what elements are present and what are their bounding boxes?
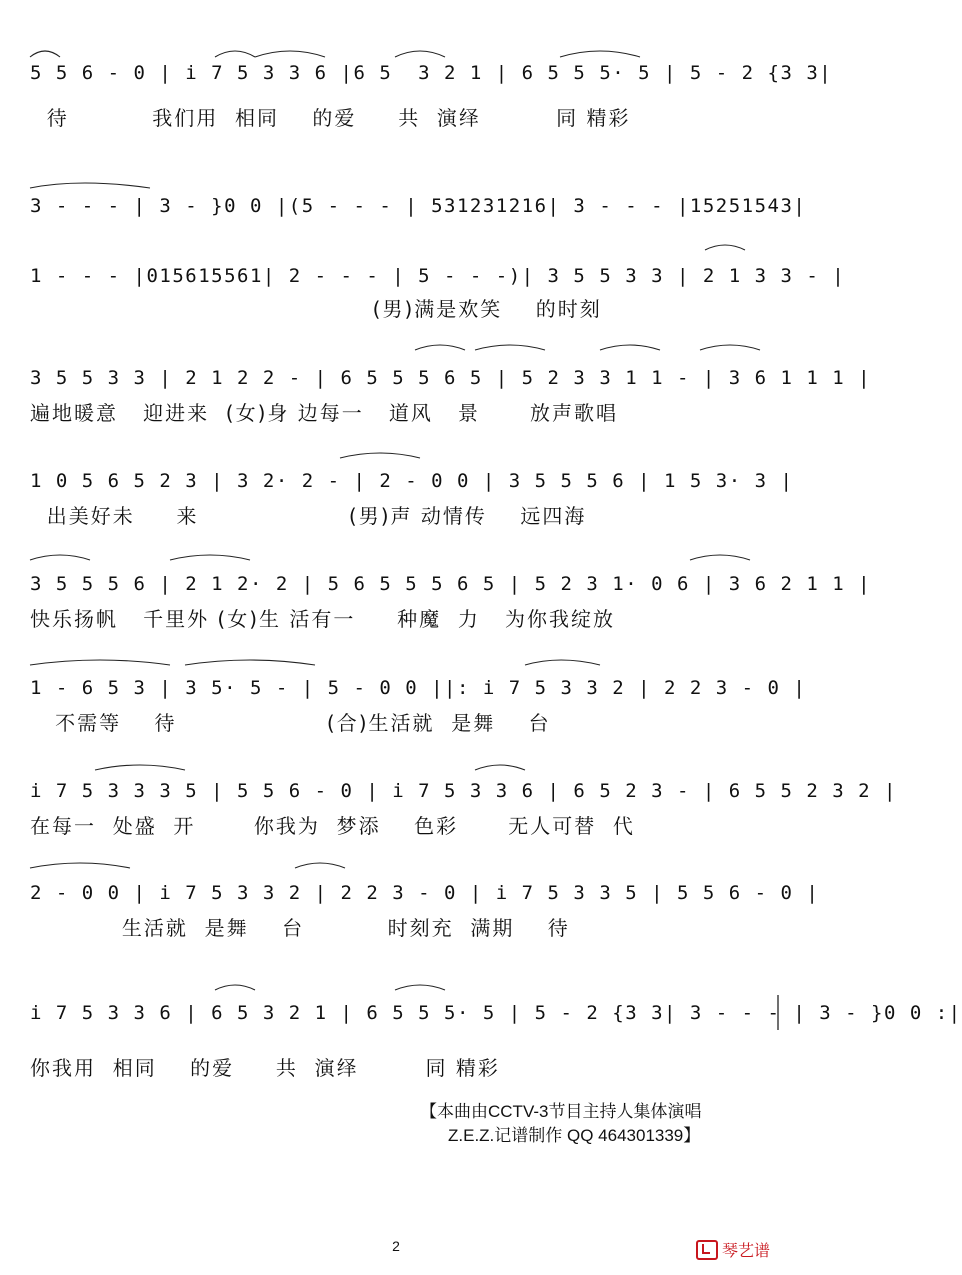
slur-mark xyxy=(30,660,170,665)
slur-mark xyxy=(395,985,445,990)
slur-mark xyxy=(30,863,130,868)
slur-mark xyxy=(475,765,525,770)
notation-line-8: i 7 5 3 3 3 5 | 5 5 6 - 0 | i 7 5 3 3 6 | 6 5 2 3 - | 6 5 5 2 3 2 | xyxy=(30,780,897,802)
notation-line-9: 2 - 0 0 | i 7 5 3 3 2 | 2 2 3 - 0 | i 7 5 3 3 5 | 5 5 6 - 0 | xyxy=(30,882,820,904)
notation-line-1: 5 5 6 - 0 | i 7 5 3 3 6 |6 5 3 2 1 | 6 5 5 5· 5 | 5 - 2 {3 3| xyxy=(30,62,833,84)
notation-line-6: 3 5 5 5 6 | 2 1 2· 2 | 5 6 5 5 5 6 5 | 5 2 3 1· 0 6 | 3 6 2 1 1 | xyxy=(30,573,872,595)
slur-mark xyxy=(185,660,315,665)
watermark-logo xyxy=(696,1238,770,1261)
slur-mark xyxy=(30,555,90,560)
notation-line-3: 1 - - - |015615561| 2 - - - | 5 - - -)| 3 5 5 3 3 | 2 1 3 3 - | xyxy=(30,265,846,287)
page-number: 2 xyxy=(392,1238,400,1254)
lyrics-line-7: 不需等 待 (合)生活就 是舞 台 xyxy=(30,711,551,735)
notation-line-2: 3 - - - | 3 - }0 0 |(5 - - - | 531231216| 3 - - - |15251543| xyxy=(30,195,807,217)
credit-line-2: Z.E.Z.记谱制作 QQ 464301339】 xyxy=(448,1126,701,1145)
credit-block xyxy=(420,1100,780,1148)
notation-line-10: i 7 5 3 3 6 | 6 5 3 2 1 | 6 5 5 5· 5 | 5 - 2 {3 3| 3 - - - | 3 - }0 0 :| xyxy=(30,1002,962,1024)
credit-line-1: 【本曲由CCTV-3节目主持人集体演唱 xyxy=(420,1102,702,1121)
lyrics-line-6: 快乐扬帆 千里外 (女)生 活有一 种魔 力 为你我绽放 xyxy=(30,607,615,631)
slur-mark xyxy=(95,765,185,770)
slur-mark xyxy=(600,345,660,350)
notation-line-4: 3 5 5 3 3 | 2 1 2 2 - | 6 5 5 5 6 5 | 5 2 3 3 1 1 - | 3 6 1 1 1 | xyxy=(30,367,872,389)
lyrics-line-5: 出美好未 来 (男)声 动情传 远四海 xyxy=(30,504,587,528)
lyrics-line-3: (男)满是欢笑 的时刻 xyxy=(30,297,602,321)
slur-mark xyxy=(525,660,600,665)
watermark-text: 琴艺谱 xyxy=(721,1241,770,1260)
slur-mark xyxy=(415,345,465,350)
lyrics-line-1: 待 我们用 相同 的爱 共 演绎 同 精彩 xyxy=(30,106,631,130)
lyrics-line-8: 在每一 处盛 开 你我为 梦添 色彩 无人可替 代 xyxy=(30,814,635,838)
lyrics-line-10: 你我用 相同 的爱 共 演绎 同 精彩 xyxy=(30,1056,500,1080)
logo-icon xyxy=(696,1240,718,1260)
notation-line-5: 1 0 5 6 5 2 3 | 3 2· 2 - | 2 - 0 0 | 3 5 5 5 6 | 1 5 3· 3 | xyxy=(30,470,794,492)
slur-mark xyxy=(340,453,420,458)
notation-line-7: 1 - 6 5 3 | 3 5· 5 - | 5 - 0 0 ||: i 7 5 3 3 2 | 2 2 3 - 0 | xyxy=(30,677,807,699)
slur-mark xyxy=(170,555,250,560)
lyrics-line-9: 生活就 是舞 台 时刻充 满期 待 xyxy=(30,916,570,940)
slur-mark xyxy=(475,345,545,350)
lyrics-line-4: 遍地暖意 迎进来 (女)身 边每一 道风 景 放声歌唱 xyxy=(30,401,619,425)
slur-mark xyxy=(700,345,760,350)
slur-mark xyxy=(215,985,255,990)
slur-mark xyxy=(295,863,345,868)
slur-mark xyxy=(690,555,750,560)
